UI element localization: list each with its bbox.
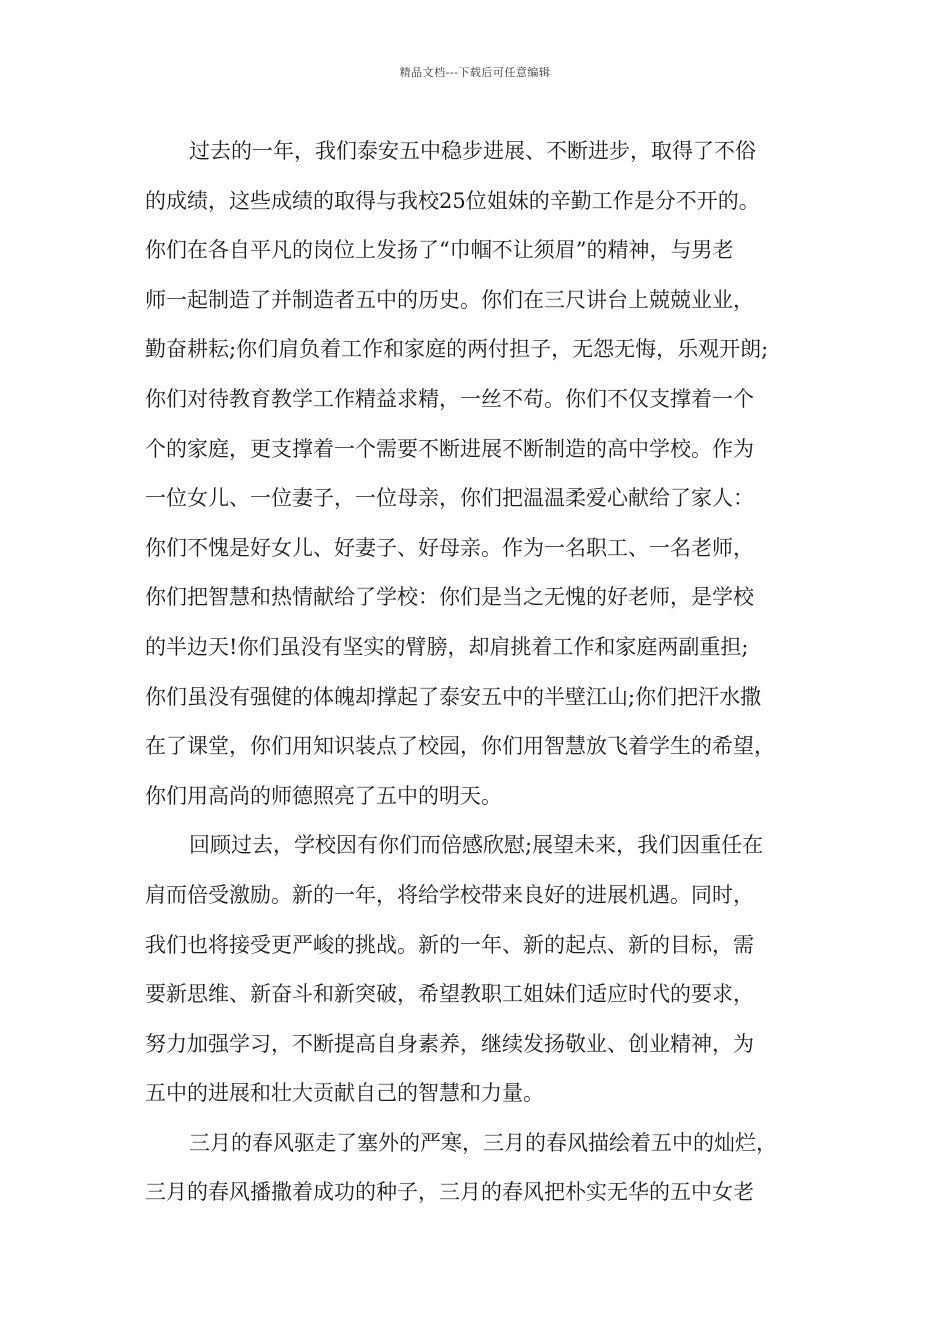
paragraph-2-line-5: 努力加强学习，不断提高自身素养，继续发扬敬业、创业精神，为: [145, 1031, 754, 1056]
document-body: [145, 127, 835, 1218]
paragraph-3-line-1: 三月的春风驱走了塞外的严寒，三月的春风描绘着五中的灿烂，: [189, 1130, 777, 1155]
paragraph-1-line-14: 你们用高尚的师德照亮了五中的明天。: [145, 783, 502, 808]
paragraph-2-line-1: 回顾过去，学校因有你们而倍感欣慰;展望未来，我们因重任在: [189, 833, 764, 858]
paragraph-1-line-13: 在了课堂，你们用知识装点了校园，你们用智慧放飞着学生的希望，: [145, 734, 775, 759]
paragraph-1-line-10: 你们把智慧和热情献给了学校：你们是当之无愧的好老师，是学校: [145, 585, 754, 610]
paragraph-1-line-6: 你们对待教育教学工作精益求精，一丝不苟。你们不仅支撑着一个: [145, 386, 754, 411]
page-header: 精品文档---下载后可任意编辑: [399, 66, 551, 79]
paragraph-1-line-11: 的半边天!你们虽没有坚实的臂膀，却肩挑着工作和家庭两副重担;: [145, 634, 749, 659]
paragraph-1-line-2: 的成绩，这些成绩的取得与我校25位姐妹的辛勤工作是分不开的。: [145, 188, 760, 213]
paragraph-1-line-3: 你们在各自平凡的岗位上发扬了“巾帼不让须眉”的精神，与男老: [145, 238, 734, 263]
paragraph-1-line-9: 你们不愧是好女儿、好妻子、好母亲。作为一名职工、一名老师，: [145, 535, 754, 560]
paragraph-1-line-8: 一位女儿、一位妻子，一位母亲，你们把温温柔爱心献给了家人：: [145, 486, 754, 511]
paragraph-1-line-12: 你们虽没有强健的体魄却撑起了泰安五中的半壁江山;你们把汗水撒: [145, 684, 762, 709]
paragraph-2-line-4: 要新思维、新奋斗和新突破，希望教职工姐妹们适应时代的要求，: [145, 982, 754, 1007]
paragraph-1-line-7: 个的家庭，更支撑着一个需要不断进展不断制造的高中学校。作为: [145, 436, 754, 461]
paragraph-1-line-4: 师一起制造了并制造者五中的历史。你们在三尺讲台上兢兢业业，: [145, 287, 754, 312]
paragraph-1-line-1: 过去的一年，我们泰安五中稳步进展、不断进步，取得了不俗: [189, 139, 756, 163]
paragraph-3-line-2: 三月的春风播撒着成功的种子，三月的春风把朴实无华的五中女老: [145, 1180, 754, 1205]
paragraph-2-line-2: 肩而倍受激励。新的一年，将给学校带来良好的进展机遇。同时，: [145, 882, 754, 907]
paragraph-2-line-3: 我们也将接受更严峻的挑战。新的一年、新的起点、新的目标，需: [145, 932, 754, 957]
paragraph-1-line-5: 勤奋耕耘;你们肩负着工作和家庭的两付担子，无怨无悔，乐观开朗;: [145, 337, 769, 362]
paragraph-2-line-6: 五中的进展和壮大贡献自己的智慧和力量。: [145, 1081, 544, 1106]
